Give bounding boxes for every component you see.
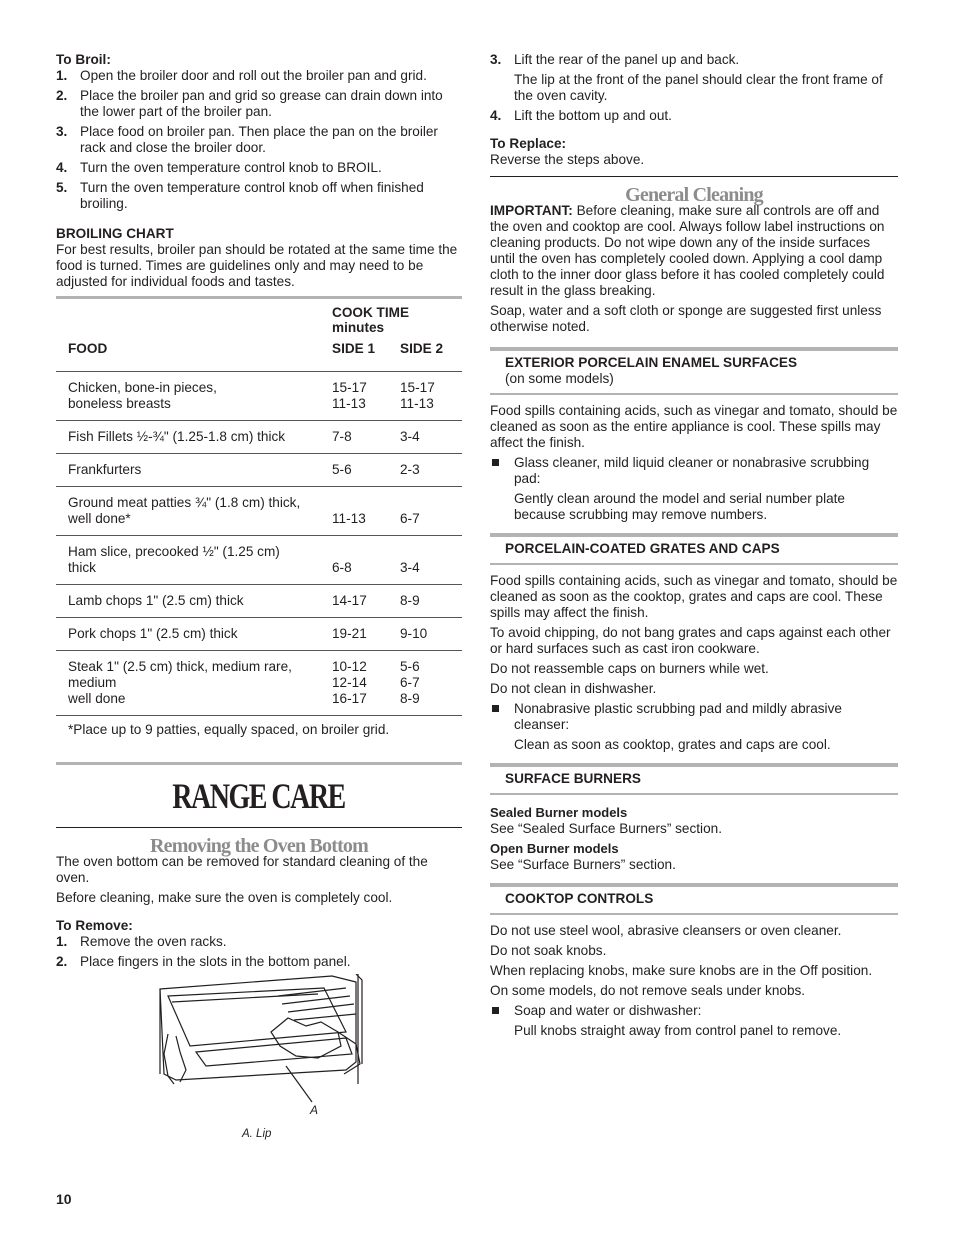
controls-bullet: Soap and water or dishwasher:: [490, 1003, 898, 1019]
figure-label-a: A: [310, 1103, 319, 1117]
remove-step: 3. Lift the rear of the panel up and back.: [490, 52, 740, 67]
table-cell-side1: 10-12 12-14 16-17: [332, 651, 400, 716]
table-cell-side2: 15-17 11-13: [400, 372, 462, 421]
grates-band: [490, 533, 898, 565]
table-cell-side1: 11-13: [332, 487, 400, 536]
exterior-p1: Food spills containing acids, such as vinegar and tomato, should be cleaned as soon as the entire appliance is cool. These spills may affect the finish.: [490, 403, 898, 450]
table-cell-food: Ground meat patties ¾" (1.8 cm) thick, well done*: [56, 487, 332, 536]
grates-p3: Do not reassemble caps on burners while wet.: [490, 661, 769, 676]
general-cleaning-p2: Soap, water and a soft cloth or sponge are suggested first unless otherwise noted.: [490, 303, 882, 334]
table-cell-food: Lamb chops 1" (2.5 cm) thick: [56, 585, 332, 618]
controls-p1: Do not use steel wool, abrasive cleansers or oven cleaner.: [490, 923, 842, 938]
range-care-bottom-rule: [56, 827, 462, 828]
col-side1-header: SIDE 1: [332, 341, 376, 356]
exterior-bullet: Glass cleaner, mild liquid cleaner or nonabrasive scrubbing pad:: [490, 455, 898, 487]
to-replace-heading: To Replace:: [490, 136, 567, 151]
grates-p4: Do not clean in dishwasher.: [490, 681, 657, 696]
table-row: [56, 651, 462, 716]
page-number: 10: [56, 1191, 72, 1207]
exterior-title: EXTERIOR PORCELAIN ENAMEL SURFACES: [505, 355, 798, 370]
table-cell-side2: 5-6 6-7 8-9: [400, 651, 462, 716]
col-food-header: FOOD: [68, 341, 108, 356]
oven-bottom-illustration: [56, 974, 462, 1144]
broiling-chart-table: [56, 296, 462, 715]
table-cell-side2: 2-3: [400, 454, 462, 487]
bullet-square: [492, 459, 499, 466]
table-row: [56, 372, 462, 421]
removing-p2: Before cleaning, make sure the oven is completely cool.: [56, 890, 393, 905]
table-row: [56, 454, 462, 487]
table-cell-side1: 14-17: [332, 585, 400, 618]
bullet-square: [492, 1007, 499, 1014]
broiling-chart-heading: BROILING CHART: [56, 226, 174, 241]
exterior-subtitle: (on some models): [505, 371, 614, 386]
table-cell-food: Chicken, bone-in pieces, boneless breasts: [56, 372, 332, 421]
table-cell-side1: 15-17 11-13: [332, 372, 400, 421]
table-cell-food: Steak 1" (2.5 cm) thick, medium rare, medium well done: [56, 651, 332, 716]
controls-p4: On some models, do not remove seals under knobs.: [490, 983, 806, 998]
table-cell-side1: 7-8: [332, 421, 400, 454]
table-cell-side2: 3-4: [400, 421, 462, 454]
table-cell-side2: 6-7: [400, 487, 462, 536]
figure-caption: A. Lip: [242, 1128, 272, 1140]
open-burner-heading: Open Burner models: [490, 841, 619, 856]
grates-p2: To avoid chipping, do not bang grates and caps against each other or hard surfaces such as cast iron cookware.: [490, 625, 891, 656]
controls-p3: When replacing knobs, make sure knobs are in the Off position.: [490, 963, 873, 978]
general-cleaning-rule: [490, 176, 898, 177]
controls-p2: Do not soak knobs.: [490, 943, 607, 958]
broil-step: 4. Turn the oven temperature control knob to BROIL.: [56, 160, 382, 175]
broiling-chart-footnote: *Place up to 9 patties, equally spaced, on broiler grid.: [56, 715, 462, 738]
broil-step: 2. Place the broiler pan and grid so grease can drain down into the lower part of the broiler pan.: [56, 88, 443, 119]
to-replace-text: Reverse the steps above.: [490, 152, 645, 167]
controls-band: [490, 883, 898, 915]
broil-step: 1. Open the broiler door and roll out the broiler pan and grid.: [56, 68, 427, 83]
col-side2-header: SIDE 2: [400, 341, 444, 356]
grates-bullet: Nonabrasive plastic scrubbing pad and mildly abrasive cleanser:: [490, 701, 898, 733]
broiling-chart-intro: For best results, broiler pan should be rotated at the same time the food is turned. Times are guidelines only and may need to be adjusted for individual foods and tastes.: [56, 242, 458, 289]
exterior-bullet-note: Gently clean around the model and serial number plate because scrubbing may remove numbers.: [514, 491, 845, 522]
broil-step: 3. Place food on broiler pan. Then place the pan on the broiler rack and close the broiler door.: [56, 124, 438, 155]
left-column: [56, 52, 462, 1144]
controls-bullet-note: Pull knobs straight away from control panel to remove.: [514, 1023, 842, 1038]
general-cleaning-important: IMPORTANT: Before cleaning, make sure all controls are off and the oven and cooktop are cool. Always follow label instructions on cleaning products. Do not wipe down any of the inside surfaces until the oven has completely cooled down. Applying a cool damp cloth to the inner door glass before it has cooled completely could result in the glass breaking.: [490, 203, 885, 298]
table-cell-side2: 9-10: [400, 618, 462, 651]
table-cell-food: Pork chops 1" (2.5 cm) thick: [56, 618, 332, 651]
table-cell-side2: 3-4: [400, 536, 462, 585]
remove-steps-a: [56, 934, 462, 970]
table-cell-side1: 6-8: [332, 536, 400, 585]
bullet-square: [492, 705, 499, 712]
to-remove-heading: To Remove:: [56, 918, 133, 933]
exterior-band: [490, 347, 898, 395]
broil-steps: [56, 68, 462, 212]
remove-step3-note: The lip at the front of the panel should clear the front frame of the oven cavity.: [514, 72, 883, 103]
table-cell-food: Fish Fillets ½-¾" (1.25-1.8 cm) thick: [56, 421, 332, 454]
table-cell-side1: 19-21: [332, 618, 400, 651]
oven-bottom-figure: [56, 974, 462, 1144]
removing-oven-bottom-title: Removing the Oven Bottom: [150, 835, 368, 857]
table-cell-food: Frankfurters: [56, 454, 332, 487]
remove-step: 4. Lift the bottom up and out.: [490, 108, 672, 123]
grates-bullet-note: Clean as soon as cooktop, grates and caps are cool.: [514, 737, 831, 752]
removing-p1: The oven bottom can be removed for standard cleaning of the oven.: [56, 854, 428, 885]
remove-step: 2. Place fingers in the slots in the bottom panel.: [56, 954, 351, 969]
range-care-title: RANGE CARE: [172, 776, 346, 816]
table-row: [56, 421, 462, 454]
to-broil-heading: To Broil:: [56, 52, 111, 67]
col-cooktime-header: COOK TIME minutes: [332, 305, 410, 335]
table-cell-side2: 8-9: [400, 585, 462, 618]
burners-title: SURFACE BURNERS: [505, 771, 641, 786]
table-cell-food: Ham slice, precooked ½" (1.25 cm) thick: [56, 536, 332, 585]
table-cell-side1: 5-6: [332, 454, 400, 487]
grates-title: PORCELAIN-COATED GRATES AND CAPS: [505, 541, 780, 556]
remove-steps-c: [490, 108, 898, 124]
controls-title: COOKTOP CONTROLS: [505, 891, 654, 906]
remove-steps-b: [490, 52, 898, 68]
broil-step: 5. Turn the oven temperature control knob off when finished broiling.: [56, 180, 424, 211]
right-column: [490, 52, 898, 1043]
remove-step: 1. Remove the oven racks.: [56, 934, 227, 949]
grates-p1: Food spills containing acids, such as vinegar and tomato, should be cleaned as soon as the cooktop, grates and caps are cool. These spills may affect the finish.: [490, 573, 898, 620]
general-cleaning-title: General Cleaning: [625, 184, 763, 206]
table-row: [56, 487, 462, 536]
table-row: [56, 618, 462, 651]
sealed-burner-text: See “Sealed Surface Burners” section.: [490, 821, 722, 836]
table-row: [56, 536, 462, 585]
table-row: [56, 585, 462, 618]
open-burner-text: See “Surface Burners” section.: [490, 857, 676, 872]
burners-band: [490, 763, 898, 795]
sealed-burner-heading: Sealed Burner models: [490, 805, 628, 820]
